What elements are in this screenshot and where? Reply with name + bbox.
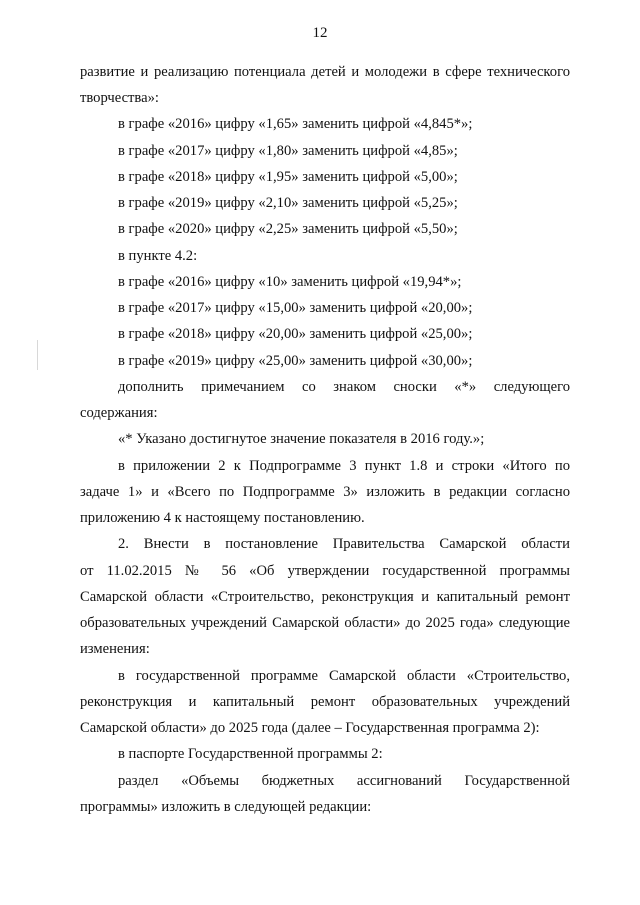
text-line: раздел «Объемы бюджетных ассигнований Государственной [118, 773, 570, 789]
text-line: в пункте 4.2: [118, 248, 198, 264]
text-line: в графе «2019» цифру «2,10» заменить цифрой «5,25»; [118, 195, 458, 211]
text-line: в графе «2016» цифру «1,65» заменить цифрой «4,845*»; [118, 116, 473, 132]
text-line: в государственной программе Самарской области «Строительство, [118, 668, 570, 684]
text-line: дополнить примечанием со знаком сноски «*» следующего [118, 379, 570, 395]
text-line: в графе «2018» цифру «1,95» заменить цифрой «5,00»; [118, 169, 458, 185]
text-line: реконструкция и капитальный ремонт образовательных учреждений [80, 694, 570, 710]
text-line: Самарской области «Строительство, реконструкция и капитальный ремонт [80, 589, 570, 605]
text-line: в приложении 2 к Подпрограмме 3 пункт 1.8 и строки «Итого по [118, 458, 570, 474]
text-line: от 11.02.2015 № 56 «Об утверждении государственной программы [80, 563, 570, 579]
text-line: в графе «2019» цифру «25,00» заменить цифрой «30,00»; [118, 353, 473, 369]
text-line: в графе «2017» цифру «15,00» заменить цифрой «20,00»; [118, 300, 473, 316]
text-line: содержания: [80, 405, 158, 421]
text-line: Самарской области» до 2025 года (далее – Государственная программа 2): [80, 720, 540, 736]
text-line: развитие и реализацию потенциала детей и молодежи в сфере технического [80, 64, 570, 80]
text-line: творчества»: [80, 90, 159, 106]
scan-margin-mark [37, 340, 38, 370]
text-line: в графе «2017» цифру «1,80» заменить цифрой «4,85»; [118, 143, 458, 159]
text-line: 2. Внести в постановление Правительства Самарской области [118, 536, 570, 552]
text-line: в графе «2018» цифру «20,00» заменить цифрой «25,00»; [118, 326, 473, 342]
text-line: изменения: [80, 641, 150, 657]
text-line: «* Указано достигнутое значение показателя в 2016 году.»; [118, 431, 485, 447]
text-line: в графе «2016» цифру «10» заменить цифрой «19,94*»; [118, 274, 462, 290]
text-line: в графе «2020» цифру «2,25» заменить цифрой «5,50»; [118, 221, 458, 237]
text-line: задаче 1» и «Всего по Подпрограмме 3» изложить в редакции согласно [80, 484, 570, 500]
text-line: приложению 4 к настоящему постановлению. [80, 510, 365, 526]
page-number: 12 [312, 25, 328, 41]
text-line: образовательных учреждений Самарской области» до 2025 года» следующие [80, 615, 570, 631]
text-line: программы» изложить в следующей редакции: [80, 799, 372, 815]
text-line: в паспорте Государственной программы 2: [118, 746, 383, 762]
